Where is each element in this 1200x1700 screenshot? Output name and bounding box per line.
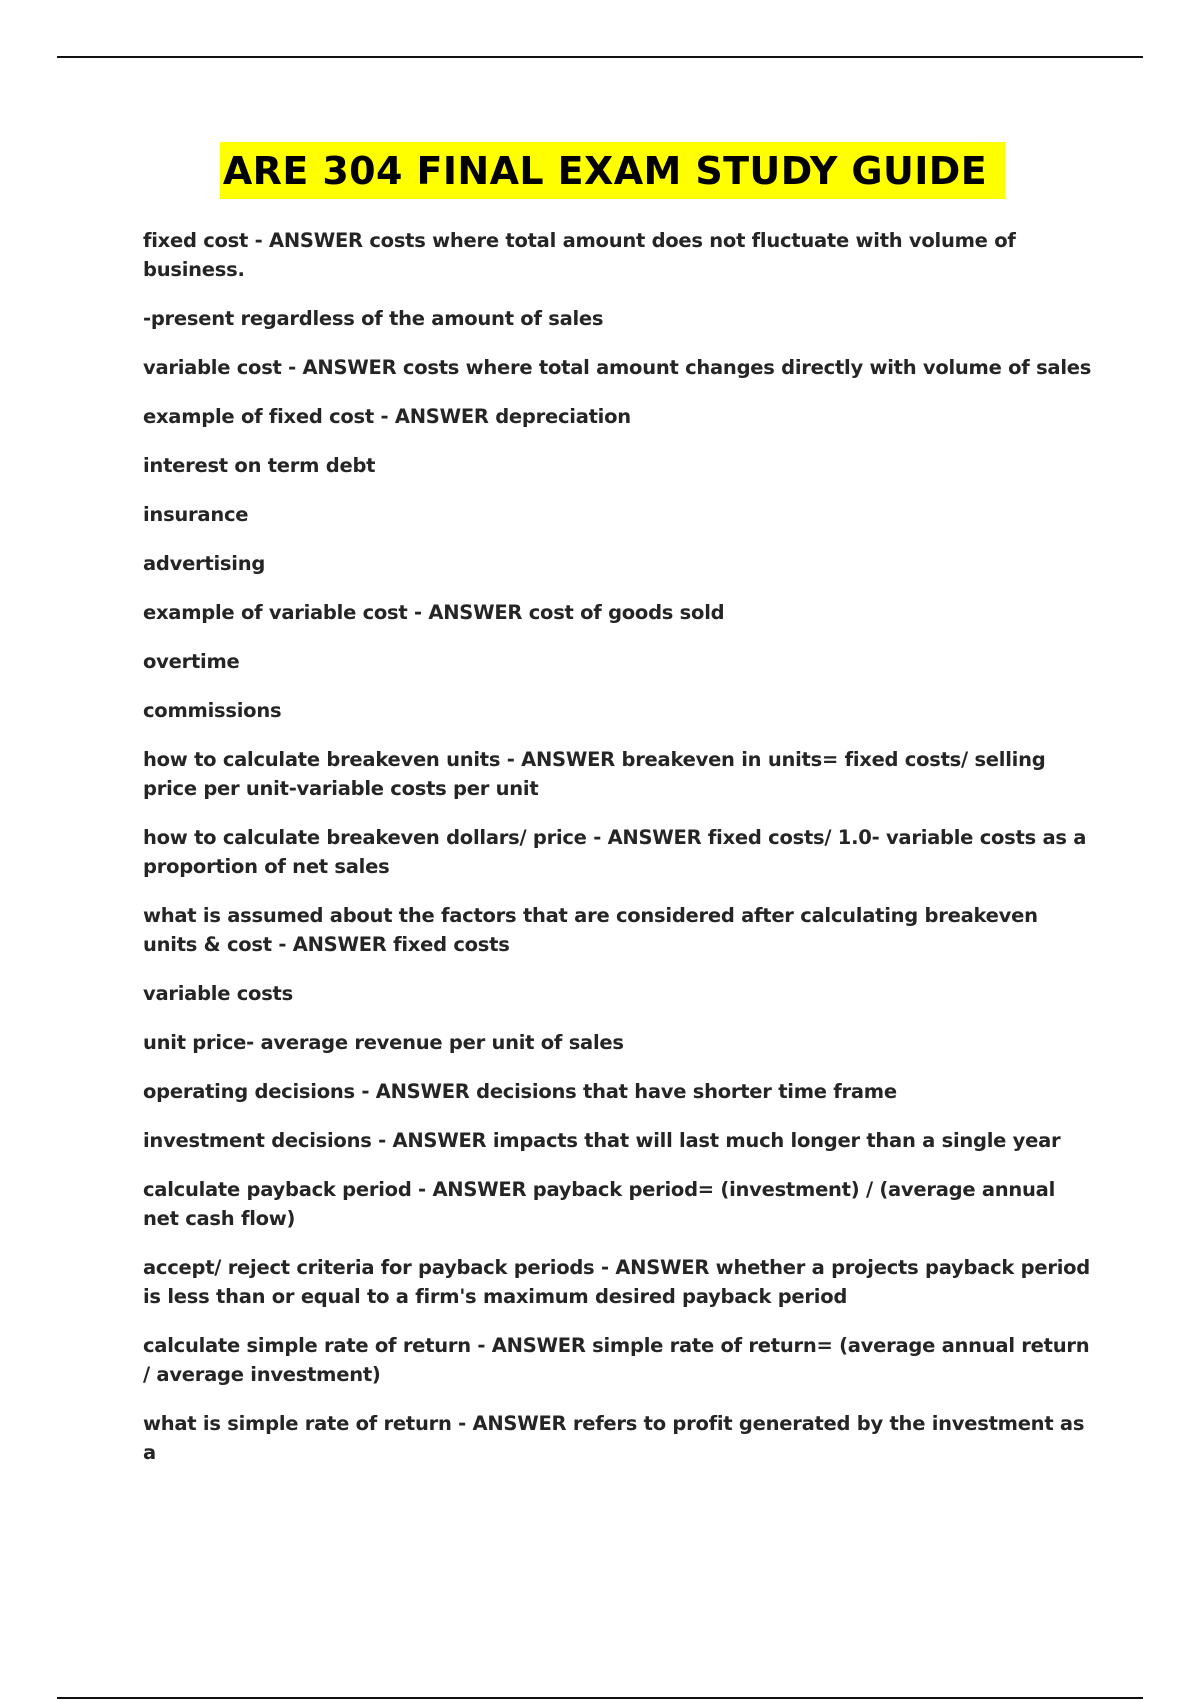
title-container: [0, 142, 1200, 199]
document-title: ARE 304 FINAL EXAM STUDY GUIDE: [220, 142, 1005, 199]
entry-example-variable-cost: example of variable cost - ANSWER cost of goods sold: [143, 601, 725, 624]
top-rule: [57, 56, 1143, 58]
entry-breakeven-assumptions: what is assumed about the factors that are considered after calculating breakeven units & cost - ANSWER fixed costs: [143, 904, 1038, 956]
entry-simple-rate-calc: calculate simple rate of return - ANSWER simple rate of return= (average annual return / average investment): [143, 1334, 1090, 1386]
entry-variable-costs: variable costs: [143, 982, 293, 1005]
entry-payback-criteria: accept/ reject criteria for payback periods - ANSWER whether a projects payback period is less than or equal to a firm's maximum desired payback period: [143, 1256, 1090, 1308]
bottom-rule: [57, 1697, 1143, 1699]
entry-fixed-cost: fixed cost - ANSWER costs where total amount does not fluctuate with volume of business.: [143, 229, 1016, 281]
entry-variable-cost: variable cost - ANSWER costs where total amount changes directly with volume of sales: [143, 356, 1092, 379]
entry-advertising: advertising: [143, 552, 266, 575]
entry-payback-period: calculate payback period - ANSWER payback period= (investment) / (average annual net cash flow): [143, 1178, 1056, 1230]
entry-present-regardless: -present regardless of the amount of sales: [143, 307, 604, 330]
entry-investment-decisions: investment decisions - ANSWER impacts that will last much longer than a single year: [143, 1129, 1061, 1152]
entry-example-fixed-cost: example of fixed cost - ANSWER depreciation: [143, 405, 631, 428]
entry-insurance: insurance: [143, 503, 249, 526]
study-guide-entries: [143, 226, 1093, 1487]
entry-unit-price: unit price- average revenue per unit of sales: [143, 1031, 624, 1054]
entry-interest-term-debt: interest on term debt: [143, 454, 376, 477]
entry-breakeven-units: how to calculate breakeven units - ANSWER breakeven in units= fixed costs/ selling price per unit-variable costs per unit: [143, 748, 1046, 800]
entry-commissions: commissions: [143, 699, 282, 722]
entry-overtime: overtime: [143, 650, 240, 673]
entry-breakeven-dollars: how to calculate breakeven dollars/ price - ANSWER fixed costs/ 1.0- variable costs as a proportion of net sales: [143, 826, 1087, 878]
entry-simple-rate-definition: what is simple rate of return - ANSWER refers to profit generated by the investment as a: [143, 1412, 1085, 1464]
entry-operating-decisions: operating decisions - ANSWER decisions that have shorter time frame: [143, 1080, 897, 1103]
